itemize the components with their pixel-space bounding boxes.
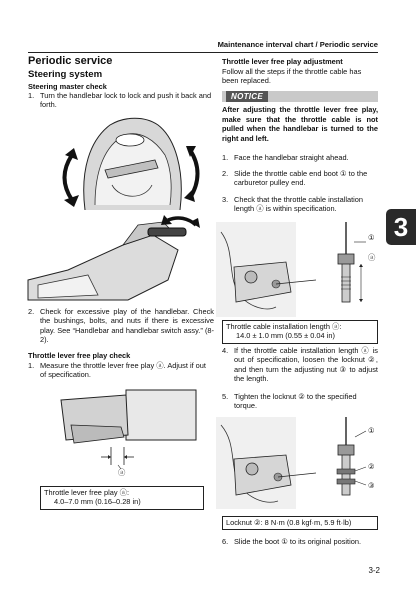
handlebar-side-figure — [28, 210, 208, 305]
adjust-step-3 — [222, 195, 378, 214]
freeplay-spec-box — [40, 486, 204, 510]
fig2-label-1: ① — [368, 426, 375, 435]
chapter-tab: 3 — [386, 209, 416, 245]
handlebar-top-figure — [50, 110, 210, 215]
spec-label: Throttle lever free play ⓐ: — [44, 488, 130, 497]
step-text: Check that the throttle cable installation length ⓐ is within specification. — [234, 195, 364, 214]
step-text: Face the handlebar straight ahead. — [234, 153, 349, 162]
step-text: Slide the boot ① to its original position. — [234, 537, 362, 546]
fig1-label-a: ⓐ — [368, 253, 376, 262]
adjust-step-1 — [222, 153, 378, 162]
step-number: 4. — [222, 346, 229, 355]
step-number: 5. — [222, 392, 229, 401]
steering-check-heading: Steering master check — [28, 82, 107, 91]
notice-label: NOTICE — [226, 91, 268, 102]
notice-text: After adjusting the throttle lever free play, make sure that the throttle cable is not pulled when the handlebar is turned to the right and left. — [222, 105, 378, 143]
step-number: 2. — [28, 307, 35, 316]
running-header: Maintenance interval chart / Periodic service — [28, 40, 378, 53]
adjust-intro: Follow all the steps if the throttle cable has been replaced. — [222, 67, 362, 86]
adjust-step-4 — [222, 346, 378, 384]
adjust-step-6 — [222, 537, 378, 546]
spec-label: Throttle cable installation length ⓐ: — [226, 322, 342, 331]
install-length-box — [222, 320, 378, 344]
step-text: Slide the throttle cable end boot ① to the carburetor pulley end. — [234, 169, 368, 188]
figure-label-a: ⓐ — [118, 468, 126, 477]
adjust-heading: Throttle lever free play adjustment — [222, 57, 343, 66]
cable-length-figure — [216, 222, 381, 317]
locknut-figure — [216, 417, 381, 509]
throttle-lever-figure — [56, 385, 206, 475]
step-text: Turn the handlebar lock to lock and push it back and forth. — [40, 91, 212, 110]
step-number: 6. — [222, 537, 229, 546]
adjust-step-5 — [222, 392, 378, 411]
step-number: 3. — [222, 195, 229, 204]
step-text: Check for excessive play of the handlebar. Check the bushings, bolts, and nuts if there is excessive play. See “Handlebar and handlebar switch assy.” (8-2). — [40, 307, 214, 345]
locknut-torque-box: Locknut ②: 8 N·m (0.8 kgf·m, 5.9 ft·lb) — [222, 516, 378, 530]
spec-value: 4.0–7.0 mm (0.16–0.28 in) — [54, 497, 141, 507]
step-number: 1. — [28, 91, 35, 100]
step-text: Tighten the locknut ② to the specified torque. — [234, 392, 357, 411]
step-text: If the throttle cable installation length ⓐ is out of specification, loosen the locknut ②, and then turn the adjusting nut ③ to adjust the length. — [234, 346, 378, 384]
fig1-label-1: ① — [368, 233, 375, 242]
freeplay-step-1 — [28, 361, 214, 380]
step-number: 1. — [222, 153, 229, 162]
fig2-label-2: ② — [368, 462, 375, 471]
spec-value: 14.0 ± 1.0 mm (0.55 ± 0.04 in) — [236, 331, 335, 341]
page-number: 3-2 — [368, 566, 380, 575]
adjust-step-2 — [222, 169, 378, 188]
steering-step-2 — [28, 307, 214, 345]
subsection-title: Steering system — [28, 69, 103, 80]
steering-step-1 — [28, 91, 214, 110]
section-title: Periodic service — [28, 55, 113, 67]
fig2-label-3: ③ — [368, 481, 375, 490]
freeplay-heading: Throttle lever free play check — [28, 351, 131, 360]
step-text: Measure the throttle lever free play ⓐ. Adjust if out of specification. — [40, 361, 206, 380]
step-number: 2. — [222, 169, 229, 178]
step-number: 1. — [28, 361, 35, 370]
